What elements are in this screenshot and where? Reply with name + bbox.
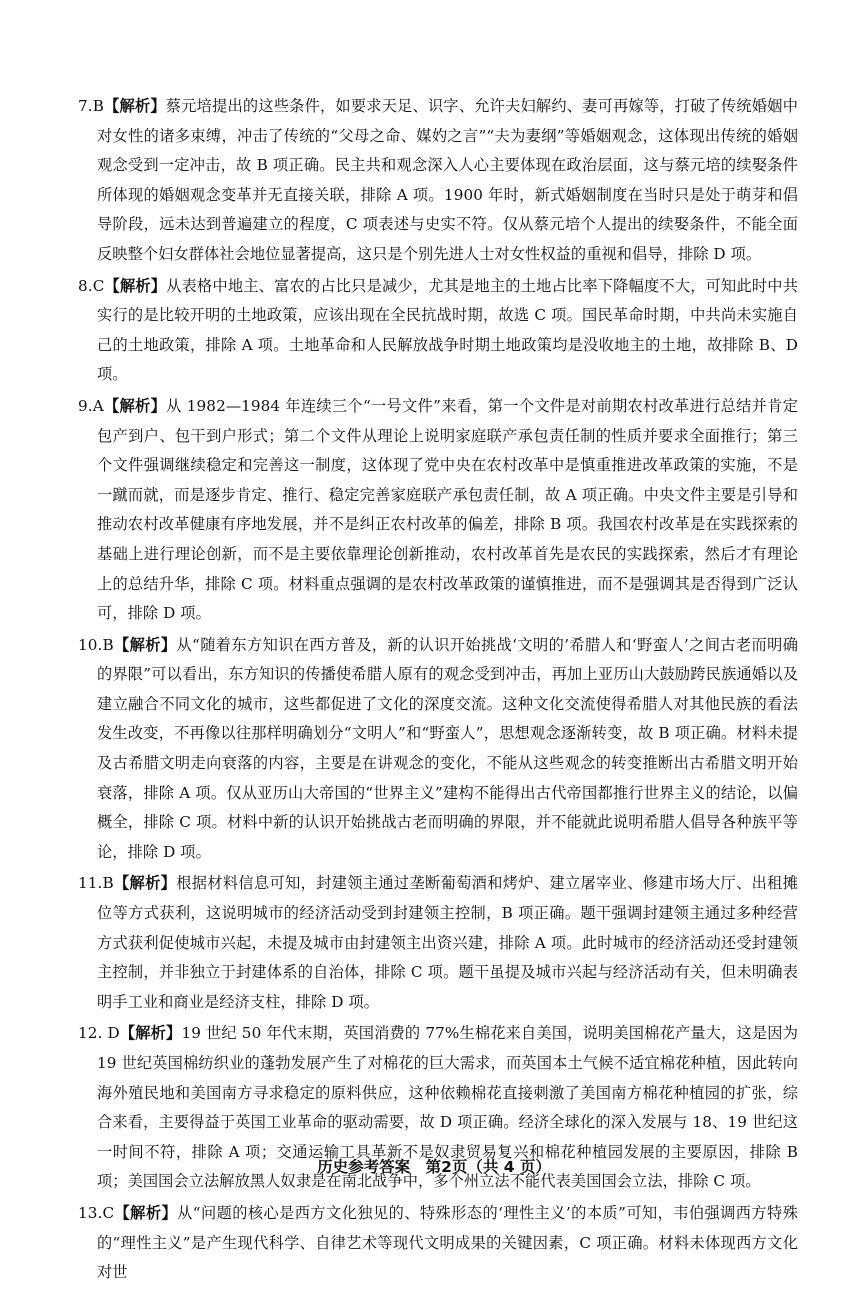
answer-9 bbox=[78, 392, 798, 629]
answer-text: 19 世纪 50 年代末期，英国消费的 77%生棉花来自美国，说明美国棉花产量大，这是因为 19 世纪英国棉纺织业的蓬勃发展产生了对棉花的巨大需求，而英国本土气候不适宜棉花种植，因此转向海外殖民地和美国南方寻求稳定的原料供应，这种依赖棉花直接刺激了美国南方棉花种植园的扩张，综合来看，主要得益于英国工业革命的驱动需要，故 D 项正确。经济全球化的深入发展与 18、19 世纪这一时间不符，排除 A 项；交通运输工具革新不是奴隶贸易复兴和棉花种植园发展的主要原因，排除 B 项；美国国会立法解放黑人奴隶是在南北战争中，多个州立法不能代表美国国会立法，排除 C 项。 bbox=[97, 1024, 798, 1191]
analysis-tag: 【解析】 bbox=[113, 635, 177, 654]
answer-number: 13.C bbox=[78, 1203, 115, 1222]
analysis-tag: 【解析】 bbox=[114, 1203, 178, 1222]
answer-text: 从 1982—1984 年连续三个“一号文件”来看，第一个文件是对前期农村改革进行总结并肯定包产到户、包干到户形式；第二个文件从理论上说明家庭联产承包责任制的性质并要求全面推行；第三个文件强调继续稳定和完善这一制度，这体现了党中央在农村改革中是慎重推进改革政策的实施，不是一蹴而就，而是逐步肯定、推行、稳定完善家庭联产承包责任制，故 A 项正确。中央文件主要是引导和推动农村改革健康有序地发展，并不是纠正农村改革的偏差，排除 B 项。我国农村改革是在实践探索的基础上进行理论创新，而不是主要依靠理论创新推动，农村改革首先是农民的实践探索，然后才有理论上的总结升华，排除 C 项。材料重点强调的是农村改革政策的谨慎推进，而不是强调其是否得到广泛认可，排除 D 项。 bbox=[97, 396, 798, 623]
answer-number: 9.A bbox=[78, 396, 104, 415]
answer-text: 从“问题的核心是西方文化独见的、特殊形态的‘理性主义’的本质”可知，韦伯强调西方特殊的“理性主义”是产生现代科学、自律艺术等现代文明成果的关键因素，C 项正确。材料未体现西方文化对世 bbox=[97, 1203, 798, 1282]
answer-11 bbox=[78, 869, 798, 1017]
answer-text: 蔡元培提出的这些条件，如要求天足、识字、允许夫妇解约、妻可再嫁等，打破了传统婚姻中对女性的诸多束缚，冲击了传统的“父母之命、媒妁之言”“夫为妻纲”等婚姻观念，这体现出传统的婚姻观念受到一定冲击，故 B 项正确。民主共和观念深入人心主要体现在政治层面，这与蔡元培的续娶条件所体现的婚姻观念变革并无直接关联，排除 A 项。1900 年时，新式婚姻制度在当时只是处于萌芽和倡导阶段，远未达到普遍建立的程度，C 项表述与史实不符。仅从蔡元培个人提出的续娶条件，不能全面反映整个妇女群体社会地位显著提高，这只是个别先进人士对女性权益的重视和倡导，排除 D 项。 bbox=[97, 97, 799, 263]
page-footer: 历史参考答案 第2页（共 4 页） bbox=[317, 1158, 551, 1176]
answer-8 bbox=[78, 272, 798, 390]
analysis-tag: 【解析】 bbox=[103, 97, 166, 115]
analysis-tag: 【解析】 bbox=[119, 1024, 182, 1043]
answer-number: 11.B bbox=[78, 874, 114, 893]
answer-7 bbox=[78, 92, 798, 270]
answer-number: 10.B bbox=[78, 635, 114, 654]
answer-list bbox=[78, 92, 798, 1290]
analysis-tag: 【解析】 bbox=[104, 276, 167, 295]
answer-text: 从表格中地主、富农的占比只是减少，尤其是地主的土地占比率下降幅度不大，可知此时中共实行的是比较开明的土地政策，应该出现在全民抗战时期，故选 C 项。国民革命时期，中共尚未实施自己的土地政策，排除 A 项。土地革命和人民解放战争时期土地政策均是没收地主的土地，故排除 B、D 项。 bbox=[97, 276, 798, 384]
answer-number: 8.C bbox=[78, 276, 105, 295]
analysis-tag: 【解析】 bbox=[113, 874, 177, 893]
answer-10 bbox=[78, 631, 798, 868]
answer-number: 12. D bbox=[78, 1024, 120, 1043]
answer-number: 7.B bbox=[78, 97, 104, 115]
analysis-tag: 【解析】 bbox=[103, 396, 167, 415]
answer-13 bbox=[78, 1199, 798, 1288]
answer-text: 从“随着东方知识在西方普及，新的认识开始挑战‘文明的’希腊人和‘野蛮人’之间古老而明确的界限”可以看出，东方知识的传播使希腊人原有的观念受到冲击，再加上亚历山大鼓励跨民族通婚以及建立融合不同文化的城市，这些都促进了文化的深度交流。这种文化交流使得希腊人对其他民族的看法发生改变，不再像以往那样明确划分“文明人”和“野蛮人”，思想观念逐渐转变，故 B 项正确。材料未提及古希腊文明走向衰落的内容，主要是在讲观念的变化，不能从这些观念的转变推断出古希腊文明开始衰落，排除 A 项。仅从亚历山大帝国的“世界主义”建构不能得出古代帝国都推行世界主义的结论，以偏概全，排除 C 项。材料中新的认识开始挑战古老而明确的界限，并不能就此说明希腊人倡导各种族平等论，排除 D 项。 bbox=[97, 635, 799, 861]
answer-text: 根据材料信息可知，封建领主通过垄断葡萄酒和烤炉、建立屠宰业、修建市场大厅、出租摊位等方式获利，这说明城市的经济活动受到封建领主控制，B 项正确。题干强调封建领主通过多种经营方式获利促使城市兴起，未提及城市由封建领主出资兴建，排除 A 项。此时城市的经济活动还受封建领主控制，并非独立于封建体系的自治体，排除 C 项。题干虽提及城市兴起与经济活动有关，但未明确表明手工业和商业是经济支柱，排除 D 项。 bbox=[97, 874, 799, 1011]
